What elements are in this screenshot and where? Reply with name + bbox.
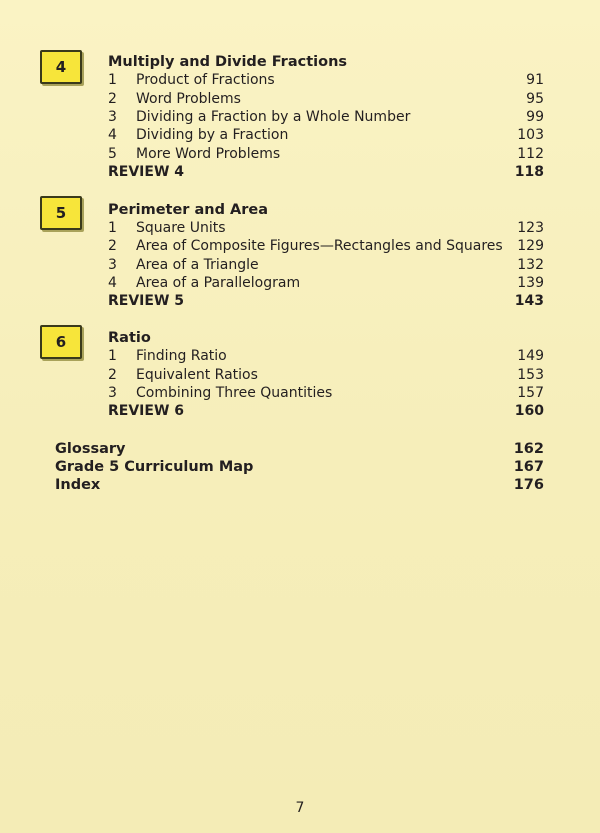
lesson-page: 95	[526, 91, 544, 107]
lesson-row	[108, 109, 544, 127]
lesson-number: 2	[108, 91, 117, 107]
back-matter-page: 162	[513, 441, 544, 457]
lesson-page: 139	[517, 275, 544, 291]
lesson-title: Dividing a Fraction by a Whole Number	[136, 109, 411, 125]
lesson-row	[108, 367, 544, 385]
chapter-number-badge: 5	[40, 196, 82, 230]
back-matter-page: 167	[513, 459, 544, 475]
lesson-title: Area of Composite Figures—Rectangles and Squares	[136, 238, 503, 254]
lesson-page: 91	[526, 72, 544, 88]
lesson-number: 3	[108, 257, 117, 273]
lesson-page: 112	[517, 146, 544, 162]
review-label: REVIEW 5	[108, 293, 185, 309]
chapter-title: Ratio	[108, 330, 151, 346]
lesson-title: Product of Fractions	[136, 72, 275, 88]
lesson-row	[108, 275, 544, 293]
review-label: REVIEW 4	[108, 164, 185, 180]
lesson-title: More Word Problems	[136, 146, 281, 162]
lesson-number: 4	[108, 275, 117, 291]
lesson-row	[108, 146, 544, 164]
lesson-title: Equivalent Ratios	[136, 367, 258, 383]
lesson-title: Finding Ratio	[136, 348, 227, 364]
chapter-number-badge: 4	[40, 50, 82, 84]
lesson-number: 3	[108, 385, 117, 401]
review-label: REVIEW 6	[108, 403, 185, 419]
back-matter-label: Index	[55, 477, 101, 493]
lesson-page: 123	[517, 220, 544, 236]
page-number: 7	[295, 800, 305, 816]
lesson-row	[108, 238, 544, 256]
lesson-page: 149	[517, 348, 544, 364]
lesson-page: 99	[526, 109, 544, 125]
lesson-number: 1	[108, 348, 117, 364]
lesson-row	[108, 91, 544, 109]
lesson-title: Word Problems	[136, 91, 241, 107]
lesson-number: 4	[108, 127, 117, 143]
chapter-title: Perimeter and Area	[108, 202, 269, 218]
review-page: 160	[514, 403, 544, 419]
back-matter-label: Glossary	[55, 441, 126, 457]
lesson-row	[108, 385, 544, 403]
lesson-title: Area of a Parallelogram	[136, 275, 301, 291]
lesson-page: 103	[517, 127, 544, 143]
chapter-title: Multiply and Divide Fractions	[108, 54, 348, 70]
review-page: 143	[514, 293, 544, 309]
back-matter-label: Grade 5 Curriculum Map	[55, 459, 254, 475]
lesson-title: Area of a Triangle	[136, 257, 259, 273]
lesson-page: 153	[517, 367, 544, 383]
lesson-number: 5	[108, 146, 117, 162]
chapter-number-badge: 6	[40, 325, 82, 359]
lesson-row	[108, 257, 544, 275]
lesson-page: 157	[517, 385, 544, 401]
lesson-title: Dividing by a Fraction	[136, 127, 289, 143]
lesson-row	[108, 220, 544, 238]
lesson-number: 1	[108, 72, 117, 88]
lesson-page: 129	[517, 238, 544, 254]
lesson-number: 2	[108, 238, 117, 254]
lesson-title: Square Units	[136, 220, 226, 236]
lesson-row	[108, 72, 544, 90]
lesson-number: 2	[108, 367, 117, 383]
lesson-title: Combining Three Quantities	[136, 385, 333, 401]
lesson-number: 3	[108, 109, 117, 125]
lesson-page: 132	[517, 257, 544, 273]
lesson-row	[108, 348, 544, 366]
back-matter-page: 176	[513, 477, 544, 493]
review-page: 118	[514, 164, 544, 180]
lesson-row	[108, 127, 544, 145]
lesson-number: 1	[108, 220, 117, 236]
